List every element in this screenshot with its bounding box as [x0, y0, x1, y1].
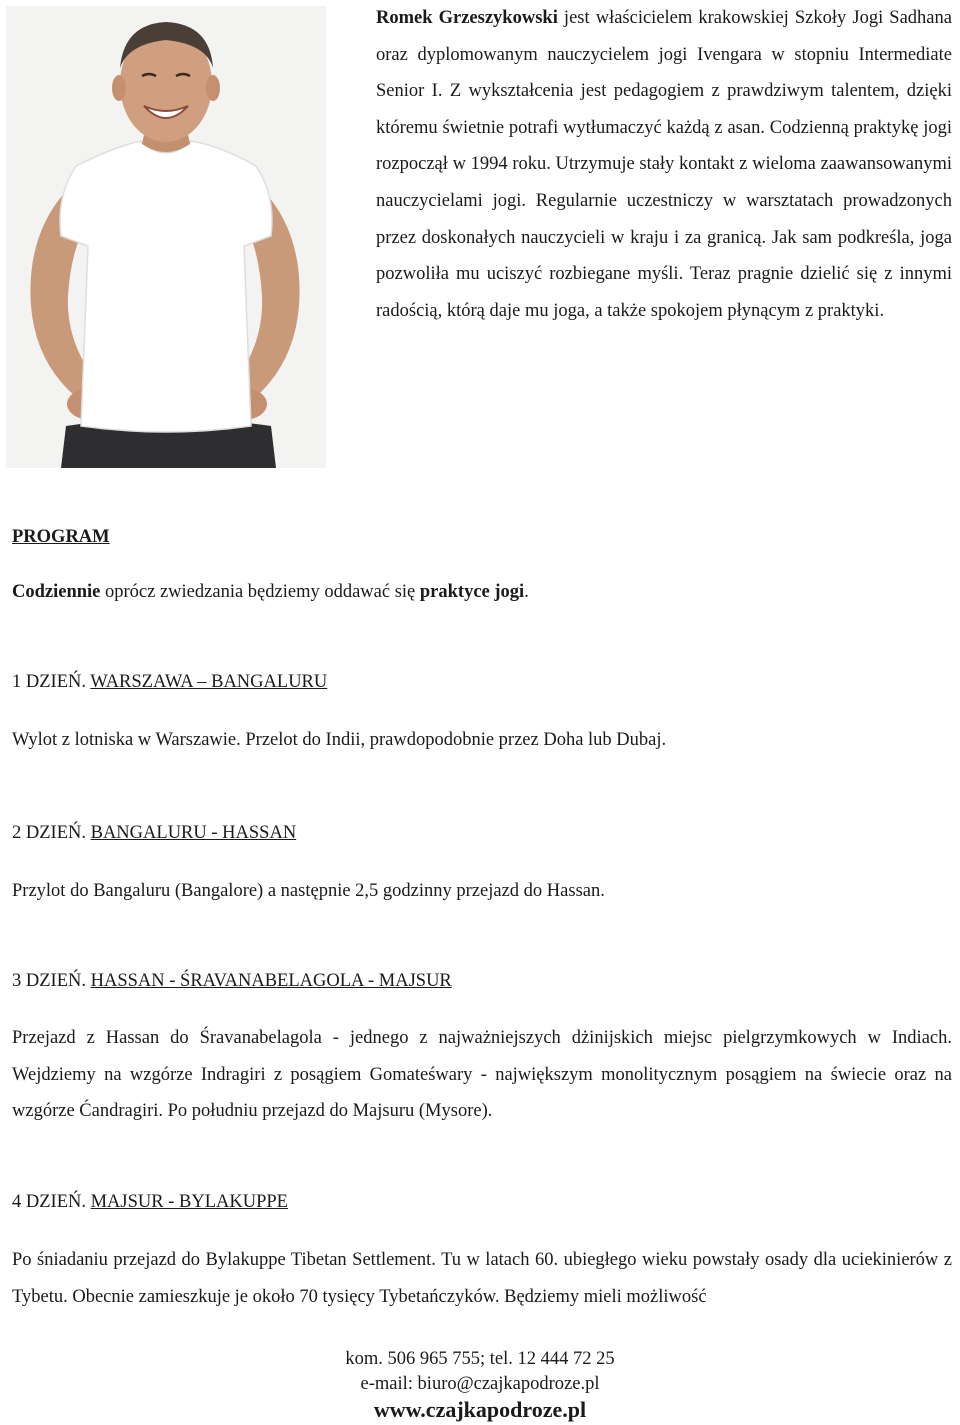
- day-3-heading: 3 DZIEŃ. HASSAN - ŚRAVANABELAGOLA - MAJSUR: [12, 971, 452, 991]
- day-4-route: MAJSUR - BYLAKUPPE: [90, 1192, 288, 1212]
- footer-phone: kom. 506 965 755; tel. 12 444 72 25: [345, 1349, 615, 1369]
- bio-text: jest właścicielem krakowskiej Szkoły Jogi Sadhana oraz dyplomowanym nauczycielem jogi Ivengara w stopniu Intermediate Senior I. Z wykształcenia jest pedagogiem z prawdziwym talentem, dzięki któremu świetnie potrafi wytłumaczyć każdą z asan. Codzienną praktykę jogi rozpoczął w 1994 roku. Utrzymuje stały kontakt z wieloma zaawansowanymi nauczycielami jogi. Regularnie uczestniczy w warsztatach prowadzonych przez doskonałych nauczycieli w kraju i za granicą. Jak sam podkreśla, joga pozwoliła mu uciszyć rozbiegane myśli. Teraz pragnie dzielić się z innymi radością, którą daje mu joga, a także spokojem płynącym z praktyki.: [376, 8, 952, 321]
- program-intro: Codziennie oprócz zwiedzania będziemy oddawać się praktyce jogi.: [12, 582, 529, 602]
- day-2-route: BANGALURU - HASSAN: [90, 823, 297, 843]
- day-3-text: Przejazd z Hassan do Śravanabelagola - jednego z najważniejszych dżinijskich miejsc pielgrzymkowych w Indiach. Wejdziemy na wzgórze Indragiri z posągiem Gomateśwary - największym monolitycznym posągiem na świecie oraz na wzgórze Ćandragiri. Po południu przejazd do Majsuru (Mysore).: [12, 1028, 952, 1122]
- day-4-text: Po śniadaniu przejazd do Bylakuppe Tibetan Settlement. Tu w latach 60. ubiegłego wieku powstały osady dla uciekinierów z Tybetu. Obecnie zamieszkuje je około 70 tysięcy Tybetańczyków. Będziemy mieli możliwość: [12, 1250, 952, 1307]
- day-1-text: Wylot z lotniska w Warszawie. Przelot do Indii, prawdopodobnie przez Doha lub Dubaj.: [12, 730, 667, 750]
- teacher-bio: [376, 0, 952, 329]
- program-title: PROGRAM: [12, 527, 110, 547]
- day-3-route: HASSAN - ŚRAVANABELAGOLA - MAJSUR: [90, 971, 452, 991]
- day-4-heading: 4 DZIEŃ. MAJSUR - BYLAKUPPE: [12, 1192, 288, 1212]
- footer-website[interactable]: www.czajkapodroze.pl: [373, 1397, 587, 1422]
- day-1-route: WARSZAWA – BANGALURU: [90, 672, 328, 692]
- footer-email: e-mail: biuro@czajkapodroze.pl: [360, 1374, 600, 1394]
- day-2-text: Przylot do Bangaluru (Bangalore) a następnie 2,5 godzinny przejazd do Hassan.: [12, 881, 605, 901]
- day-1-heading: 1 DZIEŃ. WARSZAWA – BANGALURU: [12, 672, 328, 692]
- teacher-name: Romek Grzeszykowski: [376, 8, 558, 28]
- day-2-heading: 2 DZIEŃ. BANGALURU - HASSAN: [12, 823, 297, 843]
- teacher-photo: [6, 6, 326, 468]
